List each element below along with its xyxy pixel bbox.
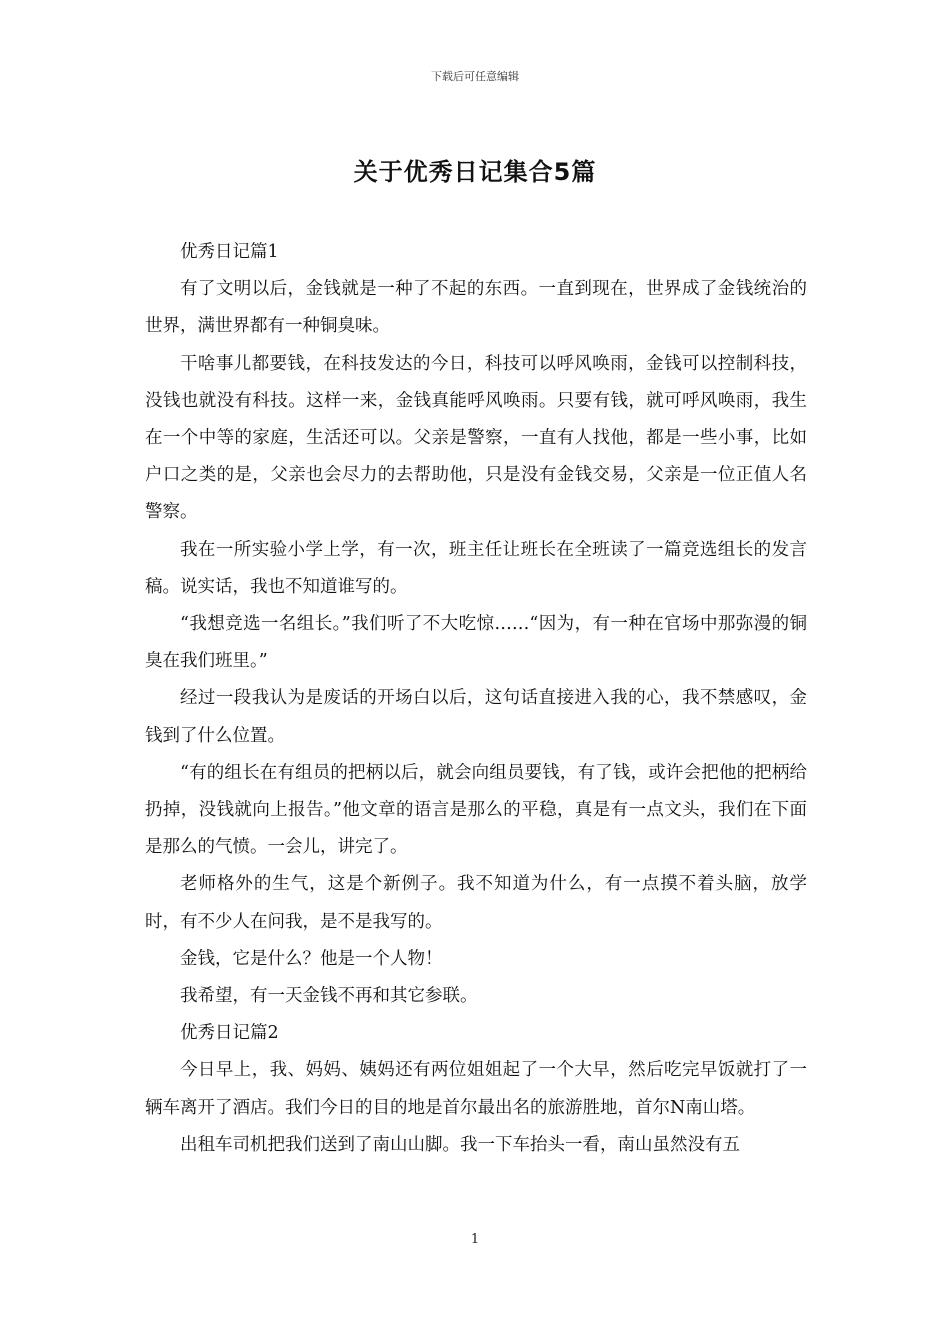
paragraph: 出租车司机把我们送到了南山山脚。我一下车抬头一看，南山虽然没有五 [180, 1134, 740, 1155]
paragraph: 经过一段我认为是废话的开场白以后，这句话直接进入我的心，我不禁感叹，金钱到了什么位置。 [145, 688, 807, 746]
section-heading: 优秀日记篇1 [180, 242, 279, 262]
paragraph: 我在一所实验小学上学，有一次，班主任让班长在全班读了一篇竞选组长的发言稿。说实话，我也不知道谁写的。 [145, 539, 807, 597]
paragraph: “我想竞选一名组长。”我们听了不大吃惊……“因为，有一种在官场中那弥漫的铜臭在我们班里。” [145, 614, 807, 672]
paragraph: 今日早上，我、妈妈、姨妈还有两位姐姐起了一个大早，然后吃完早饭就打了一辆车离开了酒店。我们今日的目的地是首尔最出名的旅游胜地，首尔N南山塔。 [145, 1060, 807, 1118]
paragraph: 我希望，有一天金钱不再和其它参联。 [180, 986, 478, 1007]
section-heading: 优秀日记篇2 [180, 1023, 279, 1044]
document-body [145, 234, 807, 1164]
paragraph: “有的组长在有组员的把柄以后，就会向组员要钱，有了钱，或许会把他的把柄给扔掉，没钱就向上报告。”他文章的语言是那么的平稳，真是有一点文头，我们在下面是那么的气愤。一会儿，讲完了。 [145, 762, 807, 858]
paragraph: 金钱，它是什么？他是一个人物！ [180, 948, 443, 969]
paragraph: 干啥事儿都要钱，在科技发达的今日，科技可以呼风唤雨，金钱可以控制科技，没钱也就没有科技。这样一来，金钱真能呼风唤雨。只要有钱，就可呼风唤雨，我生在一个中等的家庭，生活还可以。父亲是警察，一直有人找他，都是一些小事，比如户口之类的是，父亲也会尽力的去帮助他，只是没有金钱交易，父亲是一位正值人名警察。 [145, 353, 807, 523]
paragraph: 有了文明以后，金钱就是一种了不起的东西。一直到现在，世界成了金钱统治的世界，满世界都有一种铜臭味。 [145, 279, 807, 337]
document-title: 关于优秀日记集合5篇 [353, 158, 597, 186]
page-number: 1 [470, 1232, 480, 1247]
header-note: 下载后可任意编辑 [431, 70, 519, 83]
paragraph: 老师格外的生气，这是个新例子。我不知道为什么，有一点摸不着头脑，放学时，有不少人在问我，是不是我写的。 [145, 874, 807, 932]
